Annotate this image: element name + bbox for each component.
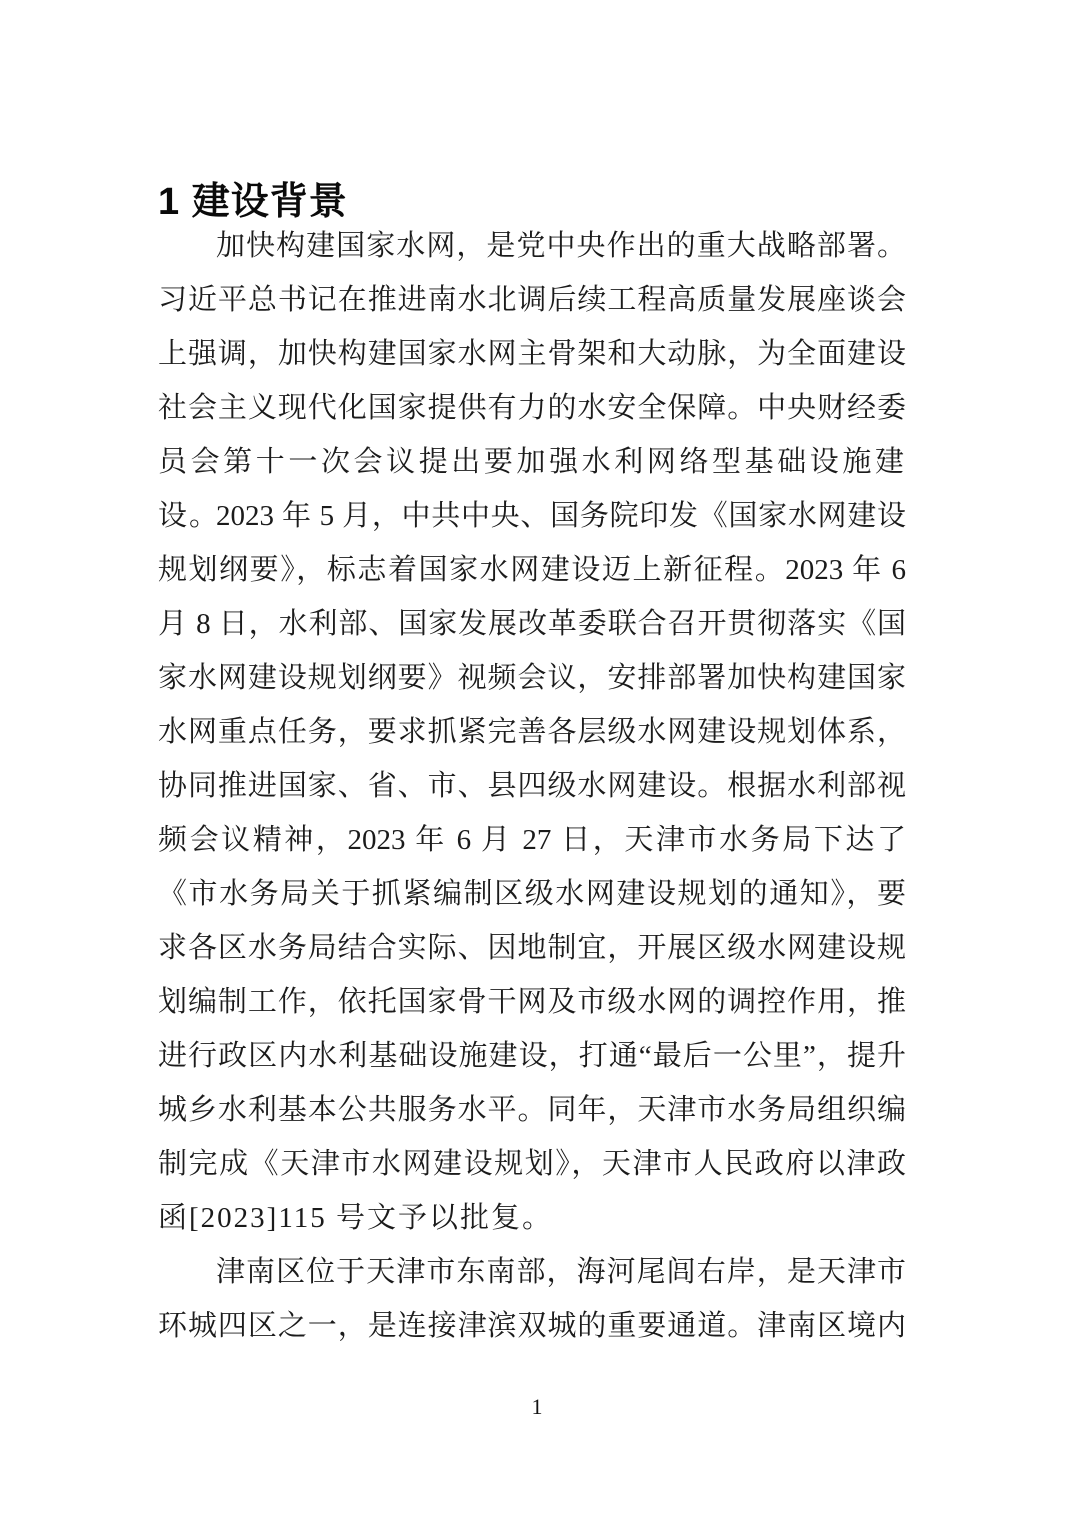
- paragraph-line: 家水网建设规划纲要》视频会议，安排部署加快构建国家: [158, 662, 906, 694]
- paragraph-line: 津南区位于天津市东南部，海河尾闾右岸，是天津市: [216, 1256, 906, 1288]
- paragraph-line: 水网重点任务，要求抓紧完善各层级水网建设规划体系，: [158, 716, 906, 748]
- page-number: 1: [531, 1394, 543, 1419]
- paragraph-line: 环城四区之一，是连接津滨双城的重要通道。津南区境内: [158, 1310, 906, 1342]
- paragraph-line: 函[2023]115 号文予以批复。: [158, 1202, 553, 1234]
- paragraph-line: 划编制工作，依托国家骨干网及市级水网的调控作用，推: [158, 986, 906, 1018]
- paragraph-line: 上强调，加快构建国家水网主骨架和大动脉，为全面建设: [158, 338, 906, 370]
- paragraph-line: 协同推进国家、省、市、县四级水网建设。根据水利部视: [158, 770, 906, 802]
- paragraph-line: 月 8 日，水利部、国家发展改革委联合召开贯彻落实《国: [158, 608, 906, 640]
- paragraph-line: 频会议精神，2023 年 6 月 27 日，天津市水务局下达了: [158, 824, 906, 856]
- paragraph-line: 社会主义现代化国家提供有力的水安全保障。中央财经委: [158, 392, 906, 424]
- paragraph-line: 城乡水利基本公共服务水平。同年，天津市水务局组织编: [158, 1094, 906, 1126]
- paragraph-line: 进行政区内水利基础设施建设，打通“最后一公里”，提升: [158, 1040, 906, 1072]
- document-body: [158, 219, 906, 1353]
- paragraph-line: 规划纲要》，标志着国家水网建设迈上新征程。2023 年 6: [158, 554, 906, 586]
- paragraph-line: 《市水务局关于抓紧编制区级水网建设规划的通知》，要: [158, 878, 906, 910]
- paragraph-line: 求各区水务局结合实际、因地制宜，开展区级水网建设规: [158, 932, 906, 964]
- paragraph-line: 习近平总书记在推进南水北调后续工程高质量发展座谈会: [158, 284, 906, 316]
- paragraph-line: 加快构建国家水网，是党中央作出的重大战略部署。: [216, 230, 906, 262]
- section-heading: 1 建设背景: [158, 181, 348, 224]
- paragraph-line: 员会第十一次会议提出要加强水利网络型基础设施建设。: [158, 446, 906, 532]
- paragraph-line: 2023 年 5 月，中共中央、国务院印发《国家水网建设: [216, 500, 906, 532]
- paragraph-line: 制完成《天津市水网建设规划》，天津市人民政府以津政: [158, 1148, 906, 1180]
